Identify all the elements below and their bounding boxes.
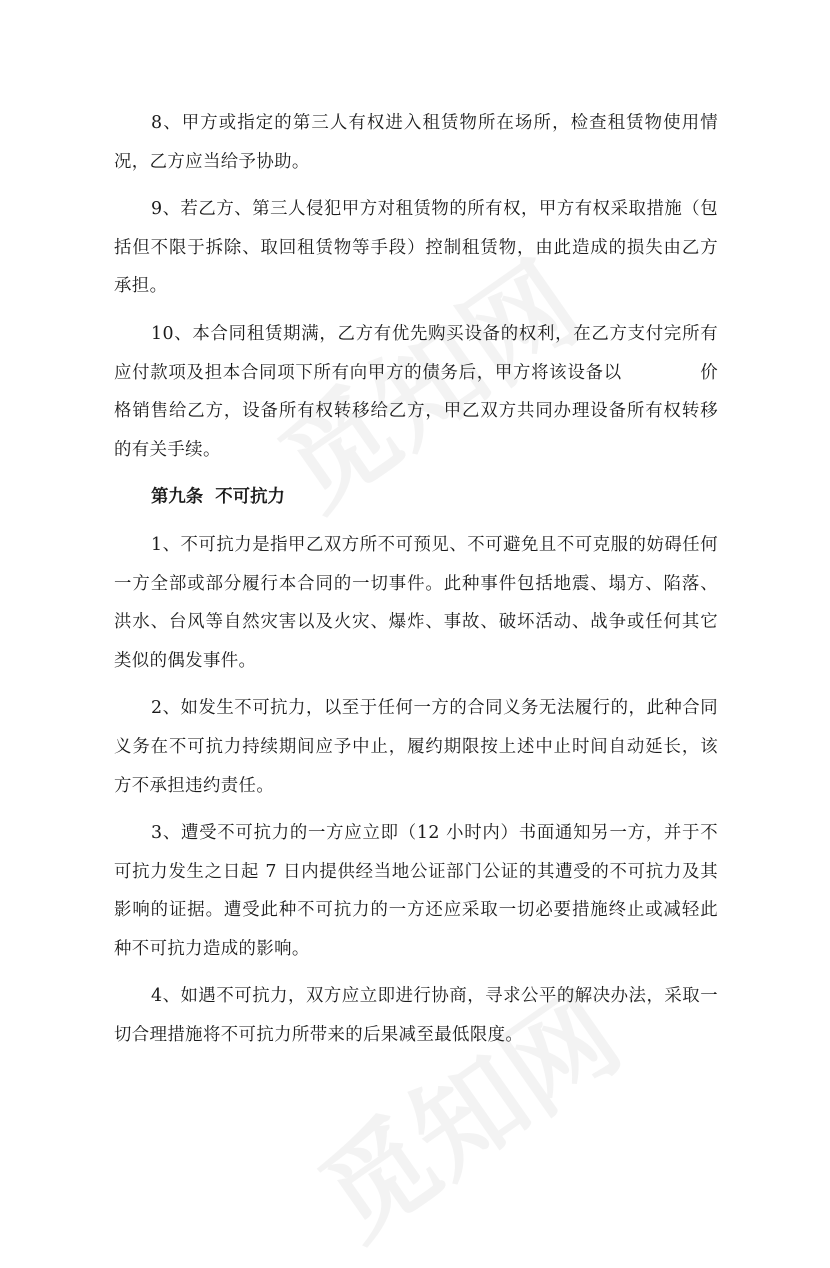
force-majeure-item-1: 1、不可抗力是指甲乙双方所不可预见、不可避免且不可克服的妨碍任何一方全部或部分履行本合同的一切事件。此种事件包括地震、塌方、陷落、洪水、台风等自然灾害以及火灾、爆炸、事故、破坏活动、战争或任何其它类似的偶发事件。 xyxy=(114,534,718,671)
clause-item-9: 9、若乙方、第三人侵犯甲方对租赁物的所有权，甲方有权采取措施（包括但不限于拆除、取回租赁物等手段）控制租赁物，由此造成的损失由乙方承担。 xyxy=(114,199,718,297)
clause-item-8: 8、甲方或指定的第三人有权进入租赁物所在场所，检查租赁物使用情况，乙方应当给予协助。 xyxy=(114,113,718,172)
force-majeure-item-2: 2、如发生不可抗力，以至于任何一方的合同义务无法履行的，此种合同义务在不可抗力持续期间应予中止，履约期限按上述中止时间自动延长，该方不承担违约责任。 xyxy=(114,698,718,796)
document-body xyxy=(114,104,718,1064)
clause-item-10 xyxy=(114,315,718,469)
item-10-text-after-blank: 价格销售给乙方，设备所有权转移给乙方，甲乙双方共同办理设备所有权转移的有关手续。 xyxy=(114,362,718,460)
item-10-text-before-blank: 10、本合同租赁期满，乙方有优先购买设备的权利，在乙方支付完所有应付款项及担本合同项下所有向甲方的债务后，甲方将该设备以 xyxy=(114,323,718,383)
article-9-heading: 第九条 不可抗力 xyxy=(151,487,285,508)
force-majeure-item-3: 3、遭受不可抗力的一方应立即（12 小时内）书面通知另一方，并于不可抗力发生之日起 7 日内提供经当地公证部门公证的其遭受的不可抗力及其影响的证据。遭受此种不可抗力的一方还应采取一切必要措施终止或减轻此种不可抗力造成的影响。 xyxy=(114,823,718,959)
force-majeure-item-4: 4、如遇不可抗力，双方应立即进行协商，寻求公平的解决办法，采取一切合理措施将不可抗力所带来的后果减至最低限度。 xyxy=(114,986,718,1046)
